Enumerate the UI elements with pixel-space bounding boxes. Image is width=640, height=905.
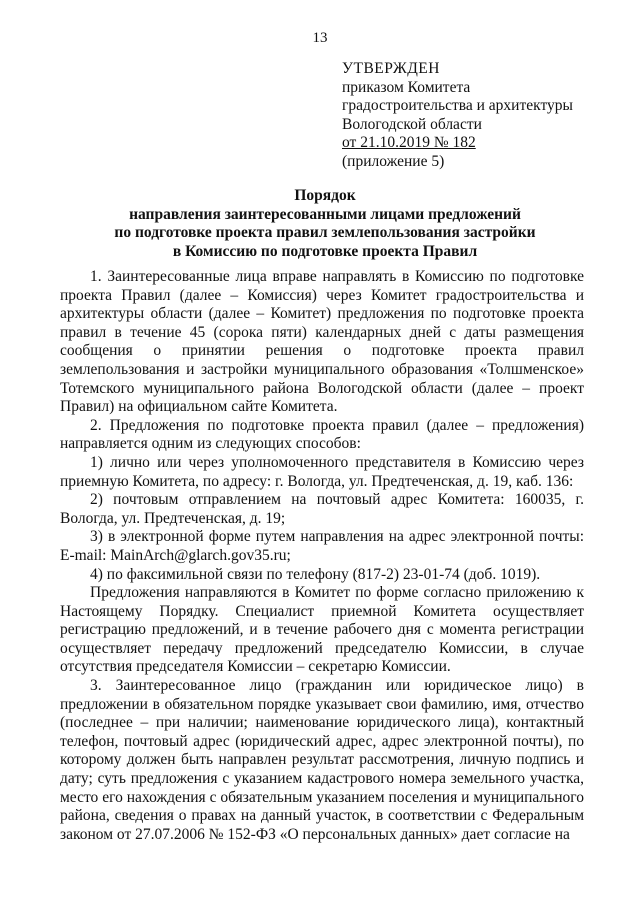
document-title	[60, 187, 590, 261]
approval-date-number: от 21.10.2019 № 182	[342, 134, 476, 151]
title-line: Порядок	[294, 187, 356, 204]
approval-line: приказом Комитета	[342, 78, 471, 96]
page-number: 13	[312, 30, 328, 46]
paragraph: 3. Заинтересованное лицо (гражданин или юридическое лицо) в предложении в обязательном порядке указывает свои фамилию, имя, отчество (последнее – при наличии; наименование юридического лица), контактный телефон, почтовый адрес (юридический адрес, адрес электронной почты), по которому должен быть направлен результат рассмотрения, личную подпись и дату; суть предложения с указанием кадастрового номера земельного участка, место его нахождения с обязательным указанием поселения и муниципального района, сведения о правах на данный участок, в соответствии с Федеральным законом от 27.07.2006 № 152-ФЗ «О персональных данных» дает согласие на	[60, 677, 584, 843]
title-line: по подготовке проекта правил землепользования застройки	[114, 224, 536, 241]
approval-title: УТВЕРЖДЕН	[342, 60, 440, 77]
paragraph: 3) в электронной форме путем направления на адрес электронной почты: E-mail: MainArch@glarch.gov35.ru;	[60, 528, 584, 564]
title-line: в Комиссию по подготовке проекта Правил	[172, 242, 478, 260]
approval-block	[342, 60, 573, 171]
title-line: направления заинтересованными лицами предложений	[129, 205, 521, 223]
paragraph: 1. Заинтересованные лица вправе направлять в Комиссию по подготовке проекта Правил (далее – Комиссия) через Комитет градостроительства и архитектуры области (далее – Комитет) предложения по подготовке проекта правил в течение 45 (сорока пяти) календарных дней с даты размещения сообщения о принятии решения о подготовке проекта правил землепользования и застройки муниципального образования «Толшменское» Тотемского муниципального района Вологодской области (далее – проект Правил) на официальном сайте Комитета.	[60, 268, 584, 416]
document-body	[60, 268, 584, 844]
approval-line: градостроительства и архитектуры	[342, 97, 573, 114]
paragraph: 1) лично или через уполномоченного представителя в Комиссию через приемную Комитета, по адресу: г. Вологда, ул. Предтеченская, д. 19, каб. 136:	[60, 453, 584, 490]
paragraph: Предложения направляются в Комитет по форме согласно приложению к Настоящему Порядку. Специалист приемной Комитета осуществляет регистрацию предложений, и в течение рабочего дня с момента регистрации осуществляет передачу предложений председателю Комиссии, в случае отсутствия председателя Комиссии – секретарю Комиссии.	[60, 584, 584, 676]
paragraph: 2. Предложения по подготовке проекта правил (далее – предложения) направляется одним из следующих способов:	[60, 416, 584, 453]
paragraph: 4) по факсимильной связи по телефону (817-2) 23-01-74 (доб. 1019).	[90, 565, 541, 583]
approval-appendix: (приложение 5)	[342, 152, 445, 170]
paragraph: 2) почтовым отправлением на почтовый адрес Комитета: 160035, г. Вологда, ул. Предтеченская, д. 19;	[60, 491, 584, 527]
approval-line: Вологодской области	[342, 115, 482, 133]
